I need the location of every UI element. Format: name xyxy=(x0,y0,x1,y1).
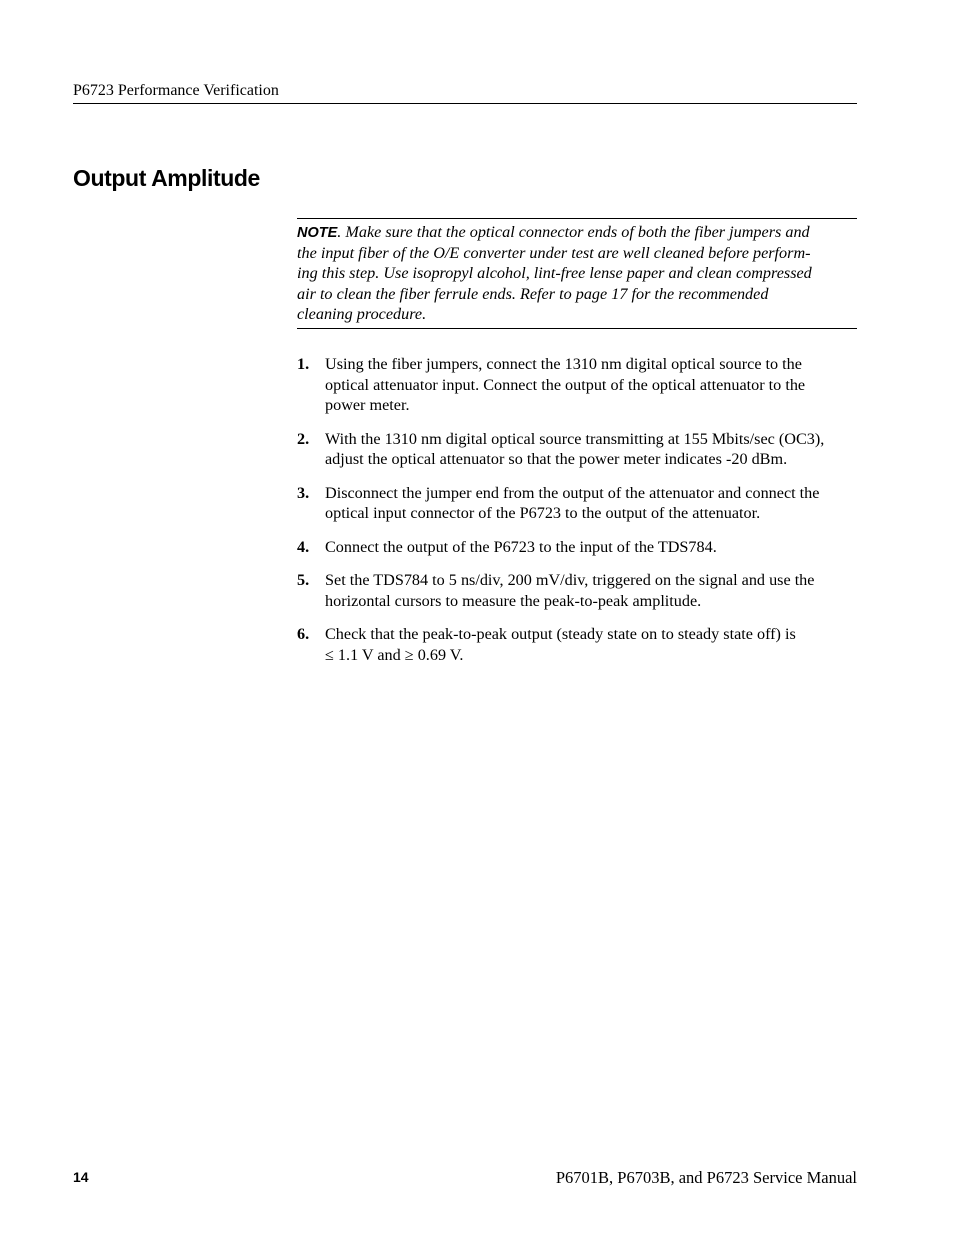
step-3 xyxy=(297,483,867,524)
note-line: the input fiber of the O/E converter under test are well cleaned before perform- xyxy=(297,244,811,263)
section-title: Output Amplitude xyxy=(73,165,260,191)
header-rule xyxy=(73,103,857,104)
procedure-steps xyxy=(297,354,867,678)
step-5 xyxy=(297,570,867,611)
note-label: NOTE xyxy=(297,225,338,241)
step-text: Set the TDS784 to 5 ns/div, 200 mV/div, triggered on the signal and use the xyxy=(325,571,815,589)
step-number: 4. xyxy=(297,537,310,556)
note-line xyxy=(297,222,857,243)
step-4 xyxy=(297,537,867,558)
step-text: Using the fiber jumpers, connect the 1310 nm digital optical source to the xyxy=(325,355,802,373)
step-6 xyxy=(297,624,867,665)
step-text: optical attenuator input. Connect the output of the optical attenuator to the xyxy=(325,375,806,394)
step-number: 1. xyxy=(297,355,310,373)
step-text: Connect the output of the P6723 to the input of the TDS784. xyxy=(325,537,717,556)
running-header: P6723 Performance Verification xyxy=(73,82,279,99)
step-number: 3. xyxy=(297,483,310,502)
step-number: 6. xyxy=(297,625,310,643)
step-number: 5. xyxy=(297,571,310,589)
note-line: ing this step. Use isopropyl alcohol, lint-free lense paper and clean compressed xyxy=(297,264,812,283)
note-line: cleaning procedure. xyxy=(297,304,427,323)
note-line: air to clean the fiber ferrule ends. Refer to page 17 for the recommended xyxy=(297,284,769,303)
step-text: horizontal cursors to measure the peak-to-peak amplitude. xyxy=(325,591,702,610)
step-1 xyxy=(297,354,867,416)
step-text: adjust the optical attenuator so that the power meter indicates -20 dBm. xyxy=(325,450,788,468)
step-text: With the 1310 nm digital optical source transmitting at 155 Mbits/sec (OC3), xyxy=(325,429,825,448)
step-text: optical input connector of the P6723 to the output of the attenuator. xyxy=(325,504,761,522)
step-text: Disconnect the jumper end from the output of the attenuator and connect the xyxy=(325,483,820,502)
note-text: . Make sure that the optical connector ends of both the fiber jumpers and xyxy=(337,223,810,241)
step-number: 2. xyxy=(297,429,310,448)
page-number: 14 xyxy=(73,1169,89,1185)
footer-manual-title: P6701B, P6703B, and P6723 Service Manual xyxy=(555,1168,857,1187)
step-text: Check that the peak-to-peak output (steady state on to steady state off) is xyxy=(325,625,796,643)
step-text: power meter. xyxy=(325,396,410,414)
note-box xyxy=(297,218,857,329)
step-text: ≤ 1.1 V and ≥ 0.69 V. xyxy=(325,645,464,664)
step-2 xyxy=(297,429,867,470)
